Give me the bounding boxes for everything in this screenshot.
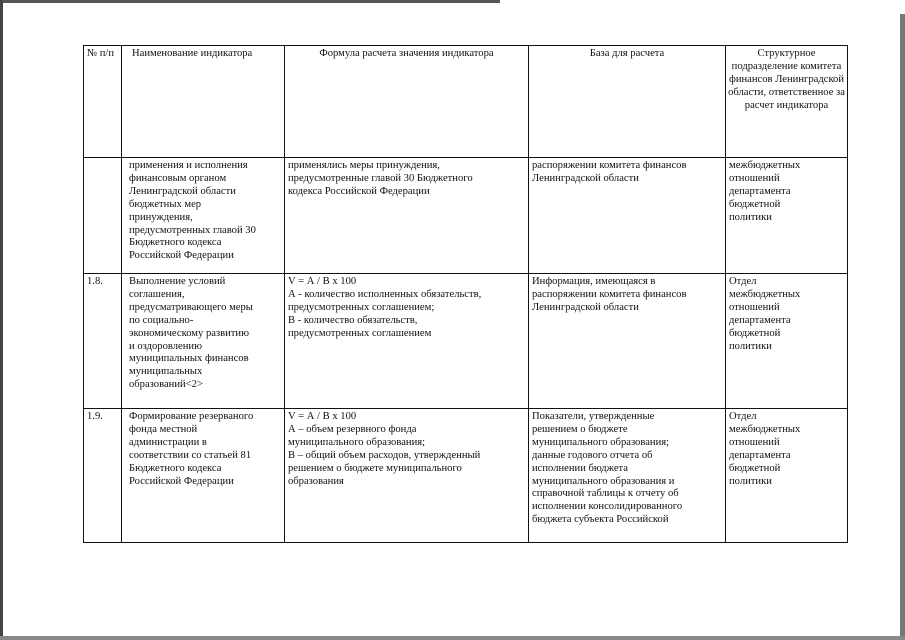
row-responsible-unit: Отдел межбюджетных отношений департамента бюджетной политики: [726, 274, 848, 409]
table-row: [84, 158, 848, 274]
row-number: 1.9.: [84, 409, 122, 543]
row-formula: V = А / В х 100 А - количество исполненных обязательств, предусмотренных соглашением; В - количество обязательств, предусмотренных соглашением: [285, 274, 529, 409]
row-formula: применялись меры принуждения, предусмотренные главой 30 Бюджетного кодекса Российской Федерации: [285, 158, 529, 274]
header-indicator-name: Наименование индикатора: [122, 46, 285, 158]
header-formula: Формула расчета значения индикатора: [285, 46, 529, 158]
scan-edge-bottom: [0, 636, 905, 640]
header-base: База для расчета: [529, 46, 726, 158]
table-header-row: [84, 46, 848, 158]
scan-edge-left: [0, 0, 3, 640]
table-row: [84, 409, 848, 543]
row-indicator-name: Формирование резерваного фонда местной администрации в соответствии со статьей 81 Бюджетного кодекса Российской Федерации: [122, 409, 285, 543]
row-indicator-name: Выполнение условий соглашения, предусматривающего меры по социально- экономическому развитию и оздоровлению муниципальных финансов муниципальных образований<2>: [122, 274, 285, 409]
scan-edge-top: [0, 0, 500, 3]
row-formula: V = А / В х 100 А – объем резервного фонда муниципального образования; В – общий объем расходов, утвержденный решением о бюджете муниципального образования: [285, 409, 529, 543]
row-responsible-unit: межбюджетных отношений департамента бюджетной политики: [726, 158, 848, 274]
header-number: № п/п: [84, 46, 122, 158]
row-base: распоряжении комитета финансов Ленинградской области: [529, 158, 726, 274]
row-base: Информация, имеющаяся в распоряжении комитета финансов Ленинградской области: [529, 274, 726, 409]
scan-edge-right: [900, 14, 905, 640]
header-responsible-unit: Структурное подразделение комитета финансов Ленинградской области, ответственное за расчет индикатора: [726, 46, 848, 158]
table-row: [84, 274, 848, 409]
indicator-table: [83, 45, 848, 543]
row-number: 1.8.: [84, 274, 122, 409]
row-indicator-name: применения и исполнения финансовым органом Ленинградской области бюджетных мер принуждения, предусмотренных главой 30 Бюджетного кодекса Российской Федерации: [122, 158, 285, 274]
row-base: Показатели, утвержденные решением о бюджете муниципального образования; данные годового отчета об исполнении бюджета муниципального образования и справочной таблицы к отчету об исполнении консолидированного бюджета субъекта Российской: [529, 409, 726, 543]
row-number: [84, 158, 122, 274]
row-responsible-unit: Отдел межбюджетных отношений департамента бюджетной политики: [726, 409, 848, 543]
